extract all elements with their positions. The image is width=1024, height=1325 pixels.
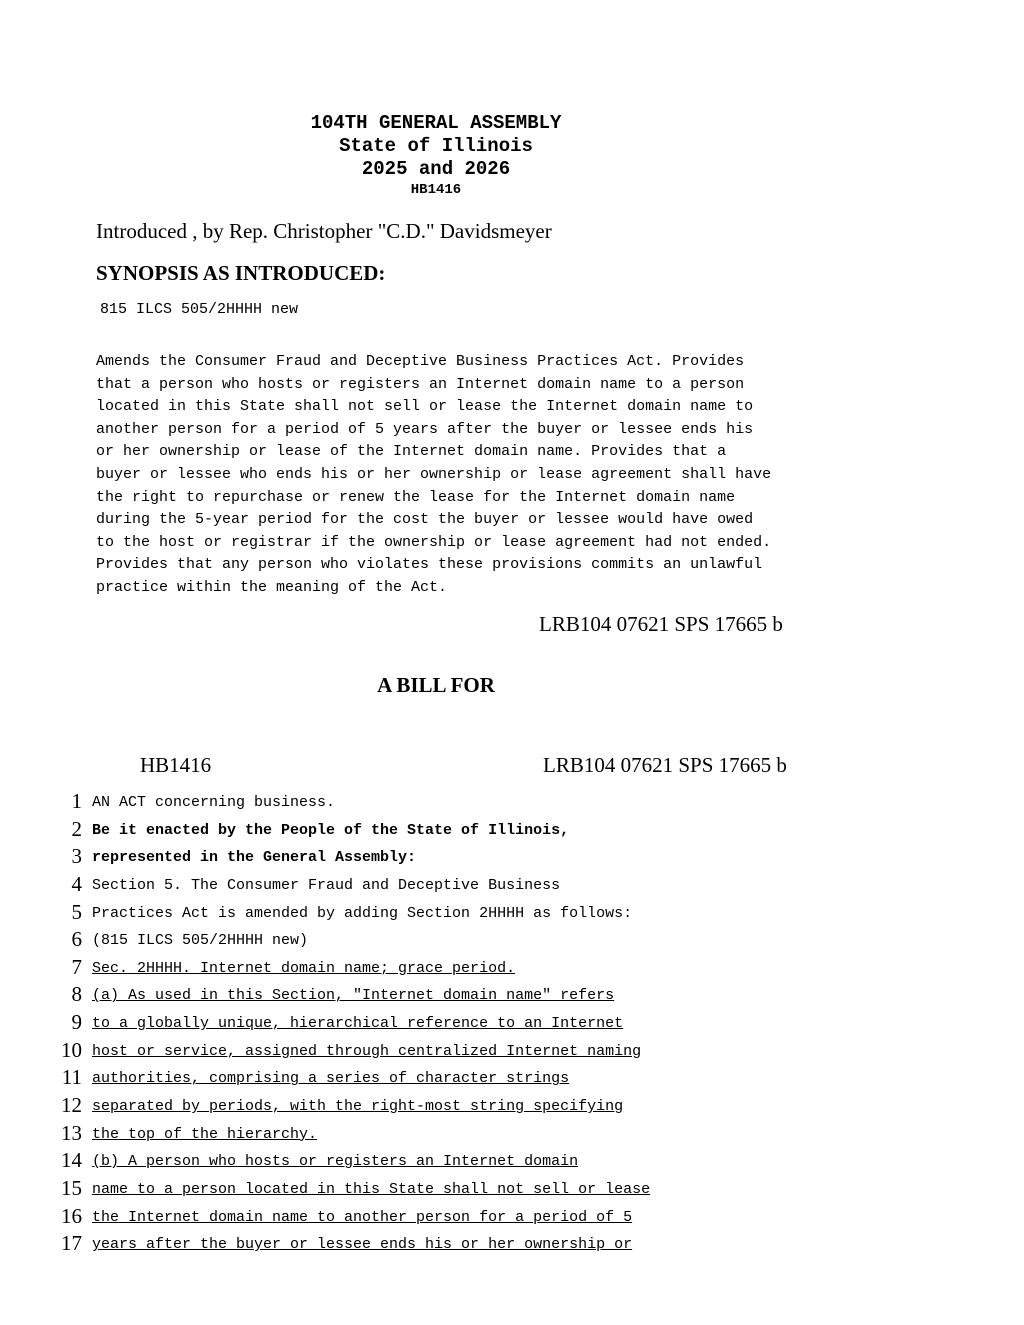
line-text: Sec. 2HHHH. Internet domain name; grace period. [92,959,516,977]
bill-line [0,899,1024,927]
bill-line [0,1147,1024,1175]
synopsis-line: Amends the Consumer Fraud and Deceptive Business Practices Act. Provides [96,353,745,370]
line-text: host or service, assigned through centralized Internet naming [92,1042,642,1060]
session-years-heading: 2025 and 2026 [361,158,511,180]
line-number: 15 [61,1175,82,1200]
introduced-by-line: Introduced , by Rep. Christopher "C.D." Davidsmeyer [96,219,552,243]
line-number: 10 [61,1037,82,1062]
line-number: 12 [61,1093,82,1118]
line-text: Be it enacted by the People of the State of Illinois, [92,821,570,839]
line-text: represented in the General Assembly: [92,849,417,867]
synopsis-line: the right to repurchase or renew the lease for the Internet domain name [96,488,736,506]
line-text: (b) A person who hosts or registers an Internet domain [92,1153,579,1171]
bill-line [0,1120,1024,1148]
line-number: 17 [61,1231,82,1256]
line-number: 2 [71,816,82,841]
synopsis-line: that a person who hosts or registers an Internet domain name to a person [96,375,745,393]
line-text: the Internet domain name to another person for a period of 5 [92,1208,633,1226]
synopsis-line: located in this State shall not sell or lease the Internet domain name to [96,398,754,416]
bill-line [0,1037,1024,1065]
line-text: years after the buyer or lessee ends his or her ownership or [92,1236,633,1254]
line-number: 11 [61,1065,82,1090]
lrb-code: LRB104 07621 SPS 17665 b [539,612,783,636]
synopsis-line: during the 5-year period for the cost the buyer or lessee would have owed [96,511,754,529]
bill-line [0,843,1024,871]
bill-line [0,871,1024,899]
bill-line [0,1064,1024,1092]
line-text: separated by periods, with the right-most string specifying [92,1098,624,1116]
line-text: (a) As used in this Section, "Internet domain name" refers [92,987,615,1005]
line-number: 8 [71,982,82,1007]
line-number: 6 [71,927,82,952]
bill-line [0,1092,1024,1120]
bill-line [0,1230,1024,1258]
bill-line [0,1175,1024,1203]
line-number: 14 [61,1148,82,1173]
line-text: (815 ILCS 505/2HHHH new) [92,932,309,950]
state-heading: State of Illinois [339,135,533,157]
line-text: to a globally unique, hierarchical reference to an Internet [92,1015,624,1033]
bill-text [0,788,1024,1258]
line-text: Practices Act is amended by adding Section 2HHHH as follows: [92,904,633,922]
synopsis-title: SYNOPSIS AS INTRODUCED: [96,261,386,285]
synopsis-line: or her ownership or lease of the Internet domain name. Provides that a [96,443,727,461]
line-text: the top of the hierarchy. [92,1125,318,1143]
line-text: name to a person located in this State shall not sell or lease [92,1180,651,1198]
synopsis-line: to the host or registrar if the ownership or lease agreement had not ended. [96,533,772,551]
page-header-lrb-code: LRB104 07621 SPS 17665 b [543,753,787,777]
line-number: 9 [71,1010,82,1035]
synopsis-line: Provides that any person who violates these provisions commits an unlawful [96,556,763,574]
synopsis-line: another person for a period of 5 years after the buyer or lessee ends his [96,420,754,438]
assembly-heading: 104TH GENERAL ASSEMBLY [310,112,562,134]
bill-line [0,816,1024,844]
bill-for-heading: A BILL FOR [377,673,495,697]
synopsis-line: practice within the meaning of the Act. [96,578,448,596]
bill-line [0,788,1024,816]
line-text: AN ACT concerning business. [92,794,336,811]
bill-line [0,926,1024,954]
line-text: authorities, comprising a series of character strings [92,1070,570,1088]
line-number: 5 [71,899,82,924]
line-number: 3 [71,844,82,869]
bill-line [0,1203,1024,1231]
line-number: 16 [61,1203,82,1228]
bill-line [0,954,1024,982]
line-number: 1 [71,789,82,813]
statute-citation: 815 ILCS 505/2HHHH new [100,301,299,318]
bill-number-heading: HB1416 [410,182,462,198]
line-number: 13 [61,1120,82,1145]
synopsis-line: buyer or lessee who ends his or her ownership or lease agreement shall have [96,465,772,483]
line-text: Section 5. The Consumer Fraud and Deceptive Business [92,876,561,894]
line-number: 4 [71,871,82,896]
bill-line [0,1009,1024,1037]
synopsis-text [96,351,796,600]
page-header-bill-number: HB1416 [140,753,212,777]
line-number: 7 [71,954,82,979]
bill-line [0,981,1024,1009]
